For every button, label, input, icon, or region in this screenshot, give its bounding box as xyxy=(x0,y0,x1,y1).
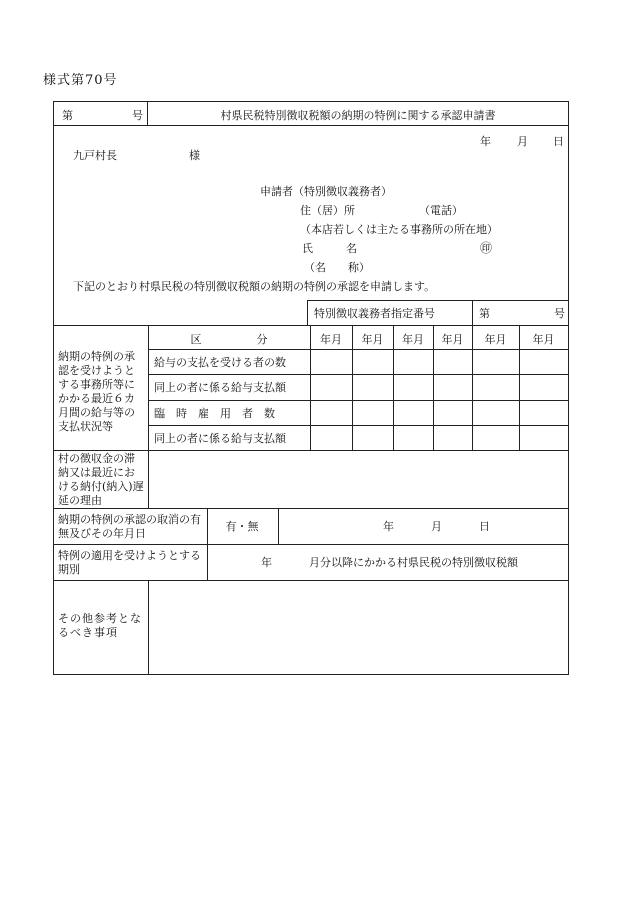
designation-suffix: 号 xyxy=(554,307,565,320)
arrears-reason-label: 村の徴収金の滞納又は最近における納付(納入)遅延の理由 xyxy=(58,452,144,507)
category-header: 区 分 xyxy=(190,333,268,346)
divider xyxy=(54,125,568,126)
date-year: 年 xyxy=(480,135,491,148)
number-prefix: 第 xyxy=(62,109,73,122)
applicant-heading: 申請者（特別徴収義務者） xyxy=(260,185,392,198)
phone-label: （電話） xyxy=(419,204,463,217)
divider xyxy=(54,450,568,451)
addressee-name: 九戸村長 xyxy=(73,149,117,162)
request-sentence: 下記のとおり村県民税の特別徴収税額の納期の特例の承認を申請します。 xyxy=(73,280,436,293)
month-header-5: 年月 xyxy=(484,333,507,346)
date-day: 日 xyxy=(553,135,564,148)
date-month: 月 xyxy=(517,135,528,148)
month-header-4: 年月 xyxy=(441,333,464,346)
designation-number-label: 特別徴収義務者指定番号 xyxy=(314,307,435,320)
seal-mark: ㊞ xyxy=(480,241,493,255)
row-temporary-salary-amount: 同上の者に係る給与支払額 xyxy=(154,432,286,445)
payment-status-label: 納期の特例の承認を受けようとする事務所等にかかる最近６カ月間の給与等の支払状況等 xyxy=(58,350,135,433)
corporate-name-label: （名 称） xyxy=(304,261,370,274)
month-header-6: 年月 xyxy=(532,333,555,346)
address-label: 住（居）所 xyxy=(300,204,355,217)
number-suffix: 号 xyxy=(132,109,143,122)
cancellation-label: 納期の特例の承認の取消の有無及びその年月日 xyxy=(58,513,201,540)
divider xyxy=(307,300,308,325)
cancellation-year: 年 xyxy=(383,520,394,533)
row-employee-count: 給与の支払を受ける者の数 xyxy=(154,356,286,369)
month-header-3: 年月 xyxy=(402,333,424,346)
divider xyxy=(148,325,149,508)
approval-application-form xyxy=(53,101,569,675)
month-header-2: 年月 xyxy=(361,333,384,346)
divider xyxy=(148,374,568,375)
month-header-1: 年月 xyxy=(320,333,342,346)
applicant-name-label: 氏 名 xyxy=(302,242,357,255)
divider xyxy=(54,325,568,326)
applicable-period-label: 特例の適用を受けようとする期別 xyxy=(58,549,201,576)
divider xyxy=(148,425,568,426)
divider xyxy=(54,580,568,581)
divider xyxy=(148,400,568,401)
designation-prefix: 第 xyxy=(479,307,490,320)
cancellation-day: 日 xyxy=(479,520,490,533)
addressee-honorific: 様 xyxy=(189,149,200,162)
cancellation-choice: 有・無 xyxy=(225,520,259,533)
remarks-label: その他参考となるべき事項 xyxy=(58,612,142,639)
divider xyxy=(148,349,568,350)
divider xyxy=(472,300,473,325)
cancellation-month: 月 xyxy=(431,520,442,533)
office-location-note: （本店若しくは主たる事務所の所在地） xyxy=(300,223,498,236)
divider xyxy=(207,544,208,580)
divider xyxy=(307,300,568,301)
row-salary-amount: 同上の者に係る給与支払額 xyxy=(154,381,286,394)
page-title: 様式第70号 xyxy=(43,73,118,88)
applicable-period-year: 年 xyxy=(261,556,272,569)
divider xyxy=(278,508,279,544)
divider xyxy=(148,580,149,674)
form-title: 村県民税特別徴収税額の納期の特例に関する承認申請書 xyxy=(220,109,496,122)
divider xyxy=(54,508,568,509)
applicable-period-text: 月分以降にかかる村県民税の特別徴収税額 xyxy=(309,556,518,569)
row-temporary-employee-count: 臨 時 雇 用 者 数 xyxy=(154,407,275,420)
divider xyxy=(54,544,568,545)
